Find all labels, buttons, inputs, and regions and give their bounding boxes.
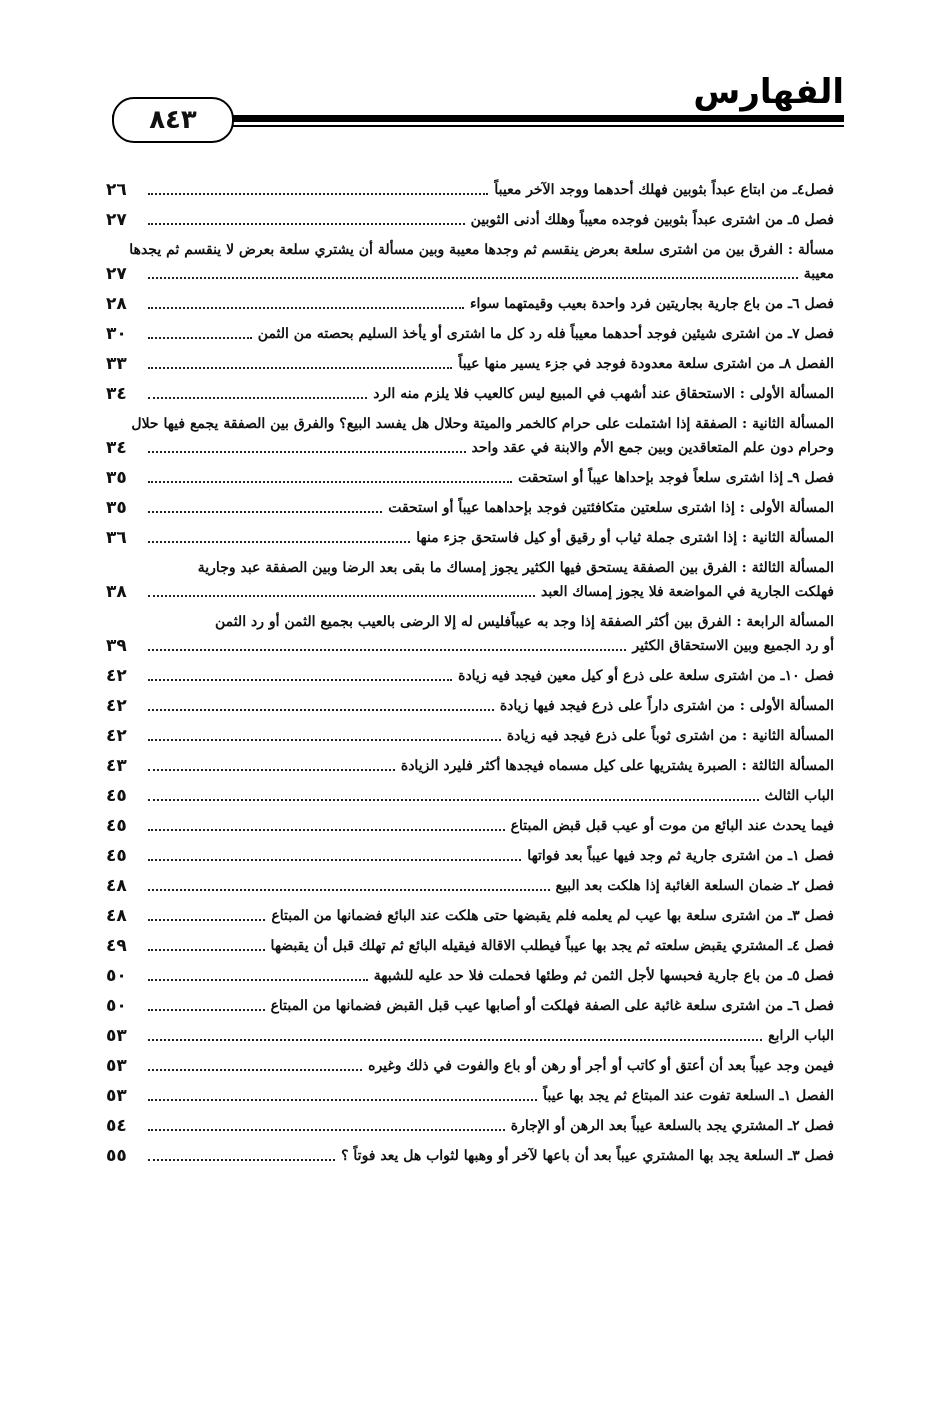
dot-leader — [148, 679, 452, 681]
table-of-contents — [106, 180, 834, 1176]
dot-leader — [148, 451, 466, 453]
toc-entry — [106, 468, 834, 488]
dot-leader — [148, 739, 501, 741]
toc-entry-title: المسألة الثالثة : الفرق بين الصفقة يستحق فيها الكثير يجوز إمساك ما بقى بعد الرضا وبين الصفقة عبد وجارية — [197, 560, 834, 576]
toc-entry — [106, 636, 834, 656]
toc-entry-title: فصل ٥ـ من اشترى عبداً بثوبين فوجده معيباً وهلك أدنى الثوبين — [470, 212, 834, 228]
toc-entry-title: المسألة الثالثة : الصبرة يشتريها على كيل مسماه فيجدها أكثر فليرد الزيادة — [400, 758, 834, 774]
toc-entry-page: ٣٨ — [106, 582, 127, 602]
toc-entry-page: ٣٥ — [106, 498, 127, 518]
toc-entry-title: فصل ٦ـ من اشترى سلعة غائبة على الصفة فهلكت أو أصابها عيب قبل القبض فضمانها من المبتاع — [270, 998, 834, 1014]
toc-entry-title: الباب الرابع — [768, 1028, 834, 1044]
toc-entry — [106, 264, 834, 284]
toc-entry-title: فصل ٧ـ من اشترى شيئين فوجد أحدهما معيباً فله رد كل ما اشترى أو يأخذ السليم بحصته من الثمن — [257, 326, 834, 342]
dot-leader — [148, 859, 521, 861]
toc-entry — [106, 846, 834, 866]
dot-leader — [148, 193, 488, 195]
toc-entry-title: معيبة — [803, 266, 834, 282]
toc-entry-page: ٤٢ — [106, 666, 127, 686]
toc-entry-page: ٣٦ — [106, 528, 127, 548]
toc-entry-title: المسألة الثانية : من اشترى ثوباً على ذرع فيجد فيه زيادة — [506, 728, 834, 744]
toc-entry-page: ٤٥ — [106, 846, 127, 866]
toc-entry — [106, 498, 834, 518]
toc-entry-page: ٣٤ — [106, 384, 127, 404]
toc-entry — [106, 294, 834, 314]
toc-entry — [106, 528, 834, 548]
dot-leader — [148, 223, 465, 225]
toc-entry — [106, 1116, 834, 1136]
toc-entry — [106, 612, 834, 632]
toc-entry-page: ٤٨ — [106, 876, 127, 896]
dot-leader — [148, 649, 626, 651]
toc-entry-page: ٤٥ — [106, 816, 127, 836]
toc-entry-page: ٤٥ — [106, 786, 127, 806]
toc-entry-page: ٢٧ — [106, 210, 127, 230]
toc-entry-page: ٤٢ — [106, 726, 127, 746]
dot-leader — [148, 1039, 762, 1041]
toc-entry-title: الفصل ١ـ السلعة تفوت عند المبتاع ثم يجد بها عيباً — [543, 1088, 834, 1104]
dot-leader — [148, 511, 382, 513]
toc-entry — [106, 1056, 834, 1076]
toc-entry-page: ٢٦ — [106, 180, 127, 200]
toc-entry-page: ٤٢ — [106, 696, 127, 716]
toc-entry-page: ٥٥ — [106, 1146, 127, 1166]
toc-entry — [106, 906, 834, 926]
toc-entry-page: ٥٣ — [106, 1086, 127, 1106]
toc-entry — [106, 1086, 834, 1106]
toc-entry-title: وحرام دون علم المتعاقدين وبين جمع الأم والابنة في عقد واحد — [471, 440, 834, 456]
toc-entry-page: ٢٧ — [106, 264, 127, 284]
toc-entry — [106, 354, 834, 374]
toc-entry-title: فصل ٤ـ المشتري يقبض سلعته ثم يجد بها عيباً فيطلب الاقالة فيقيله البائع ثم تهلك قبل أن يقبضها — [270, 938, 834, 954]
dot-leader — [148, 595, 535, 597]
dot-leader — [148, 481, 512, 483]
toc-entry-title: فيما يحدث عند البائع من موت أو عيب قبل قبض المبتاع — [510, 818, 834, 834]
toc-entry — [106, 1026, 834, 1046]
toc-entry — [106, 414, 834, 434]
toc-entry — [106, 180, 834, 200]
toc-entry-title: فصل ١ـ من اشترى جارية ثم وجد فيها عيباً بعد فواتها — [527, 848, 834, 864]
toc-entry — [106, 240, 834, 260]
toc-entry-page: ٣٣ — [106, 354, 127, 374]
toc-entry-title: مسألة : الفرق بين من اشترى سلعة بعرض ينقسم ثم وجدها معيبة وبين مسألة أن يشتري سلعة بعرض لا ينقسم ثم يجدها — [129, 242, 834, 258]
dot-leader — [148, 1009, 265, 1011]
dot-leader — [148, 979, 368, 981]
toc-entry — [106, 996, 834, 1016]
toc-entry — [106, 726, 834, 746]
toc-entry-page: ٣٥ — [106, 468, 127, 488]
dot-leader — [148, 889, 550, 891]
toc-entry — [106, 324, 834, 344]
dot-leader — [148, 949, 265, 951]
dot-leader — [148, 397, 367, 399]
page-number: ٨٤٣ — [149, 105, 197, 135]
toc-entry-title: الباب الثالث — [764, 788, 834, 804]
toc-entry-title: فصل ١٠ـ من اشترى سلعة على ذرع أو كيل معين فيجد فيه زيادة — [458, 668, 834, 684]
dot-leader — [148, 829, 505, 831]
toc-entry-title: فصل٤ـ من ابتاع عبداً بثوبين فهلك أحدهما ووجد الآخر معيباً — [494, 182, 834, 198]
dot-leader — [148, 769, 395, 771]
dot-leader — [148, 799, 759, 801]
toc-entry-title: المسألة الثانية : إذا اشترى جملة ثياب أو رقيق أو كيل فاستحق جزء منها — [416, 530, 834, 546]
page-number-badge — [112, 97, 234, 143]
toc-entry — [106, 756, 834, 776]
toc-entry-title: فهلكت الجارية في المواضعة فلا يجوز إمساك العبد — [540, 584, 834, 600]
toc-entry — [106, 666, 834, 686]
toc-entry-page: ٢٨ — [106, 294, 127, 314]
dot-leader — [148, 337, 252, 339]
toc-entry — [106, 876, 834, 896]
toc-entry — [106, 384, 834, 404]
toc-entry — [106, 816, 834, 836]
toc-entry-title: المسألة الأولى : من اشترى داراً على ذرع فيجد فيها زيادة — [499, 698, 834, 714]
toc-entry-page: ٤٣ — [106, 756, 127, 776]
dot-leader — [148, 1069, 362, 1071]
toc-entry-title: فصل ٣ـ من اشترى سلعة بها عيب لم يعلمه فلم يقبضها حتى هلكت عند البائع فضمانها من المبتاع — [271, 908, 834, 924]
toc-entry-page: ٥٠ — [106, 996, 127, 1016]
toc-entry-title: المسألة الثانية : الصفقة إذا اشتملت على حرام كالخمر والميتة وحلال هل يفسد البيع؟ والفرق بين الصفقة يجمع فيها حلال — [131, 416, 834, 432]
toc-entry-page: ٥٤ — [106, 1116, 127, 1136]
toc-entry — [106, 786, 834, 806]
toc-entry-title: المسألة الأولى : إذا اشترى سلعتين متكافئتين فوجد بإحداهما عيباً أو استحقت — [388, 500, 834, 516]
toc-entry-title: أو رد الجميع وبين الاستحقاق الكثير — [632, 638, 834, 654]
toc-entry — [106, 210, 834, 230]
toc-entry-page: ٣٩ — [106, 636, 127, 656]
dot-leader — [148, 1129, 505, 1131]
toc-entry-title: فصل ٦ـ من باع جارية بجاريتين فرد واحدة بعيب وقيمتهما سواء — [469, 296, 834, 312]
section-title: الفهارس — [693, 72, 844, 112]
dot-leader — [148, 277, 798, 279]
toc-entry-page: ٥٠ — [106, 966, 127, 986]
dot-leader — [148, 307, 464, 309]
toc-entry — [106, 936, 834, 956]
dot-leader — [148, 367, 452, 369]
toc-entry-page: ٣٠ — [106, 324, 127, 344]
toc-entry-title: الفصل ٨ـ من اشترى سلعة معدودة فوجد في جزء يسير منها عيباً — [458, 356, 834, 372]
toc-entry-title: المسألة الرابعة : الفرق بين أكثر الصفقة إذا وجد به عيباًفليس له إلا الرضى بالعيب بجميع الثمن أو رد الثمن — [214, 614, 834, 630]
dot-leader — [148, 1159, 335, 1161]
toc-entry-title: فصل ٥ـ من باع جارية فحبسها لأجل الثمن ثم وطئها فحملت فلا حد عليه للشبهة — [373, 968, 834, 984]
toc-entry-page: ٤٩ — [106, 936, 127, 956]
toc-entry-title: فصل ٢ـ المشتري يجد بالسلعة عيباً بعد الرهن أو الإجارة — [510, 1118, 834, 1134]
toc-entry-page: ٥٣ — [106, 1056, 127, 1076]
toc-entry-title: فيمن وجد عيباً بعد أن أعتق أو كاتب أو أجر أو رهن أو باع والفوت في ذلك وغيره — [368, 1058, 834, 1074]
dot-leader — [148, 919, 265, 921]
dot-leader — [148, 1099, 537, 1101]
toc-entry — [106, 582, 834, 602]
toc-entry-page: ٥٣ — [106, 1026, 127, 1046]
toc-entry — [106, 966, 834, 986]
toc-entry — [106, 558, 834, 578]
toc-entry — [106, 696, 834, 716]
toc-entry-title: فصل ٩ـ إذا اشترى سلعاً فوجد بإحداها عيباً أو استحقت — [518, 470, 834, 486]
dot-leader — [148, 709, 494, 711]
toc-entry-page: ٣٤ — [106, 438, 127, 458]
toc-entry-page: ٤٨ — [106, 906, 127, 926]
toc-entry — [106, 438, 834, 458]
dot-leader — [148, 541, 410, 543]
toc-entry-title: فصل ٣ـ السلعة يجد بها المشتري عيباً بعد أن باعها لآخر أو وهبها لثواب هل يعد فوتاً ؟ — [341, 1148, 834, 1164]
toc-entry — [106, 1146, 834, 1166]
toc-entry-title: المسألة الأولى : الاستحقاق عند أشهب في المبيع ليس كالعيب فلا يلزم منه الرد — [373, 386, 834, 402]
page-header — [0, 0, 944, 170]
toc-entry-title: فصل ٢ـ ضمان السلعة الغائبة إذا هلكت بعد البيع — [555, 878, 834, 894]
